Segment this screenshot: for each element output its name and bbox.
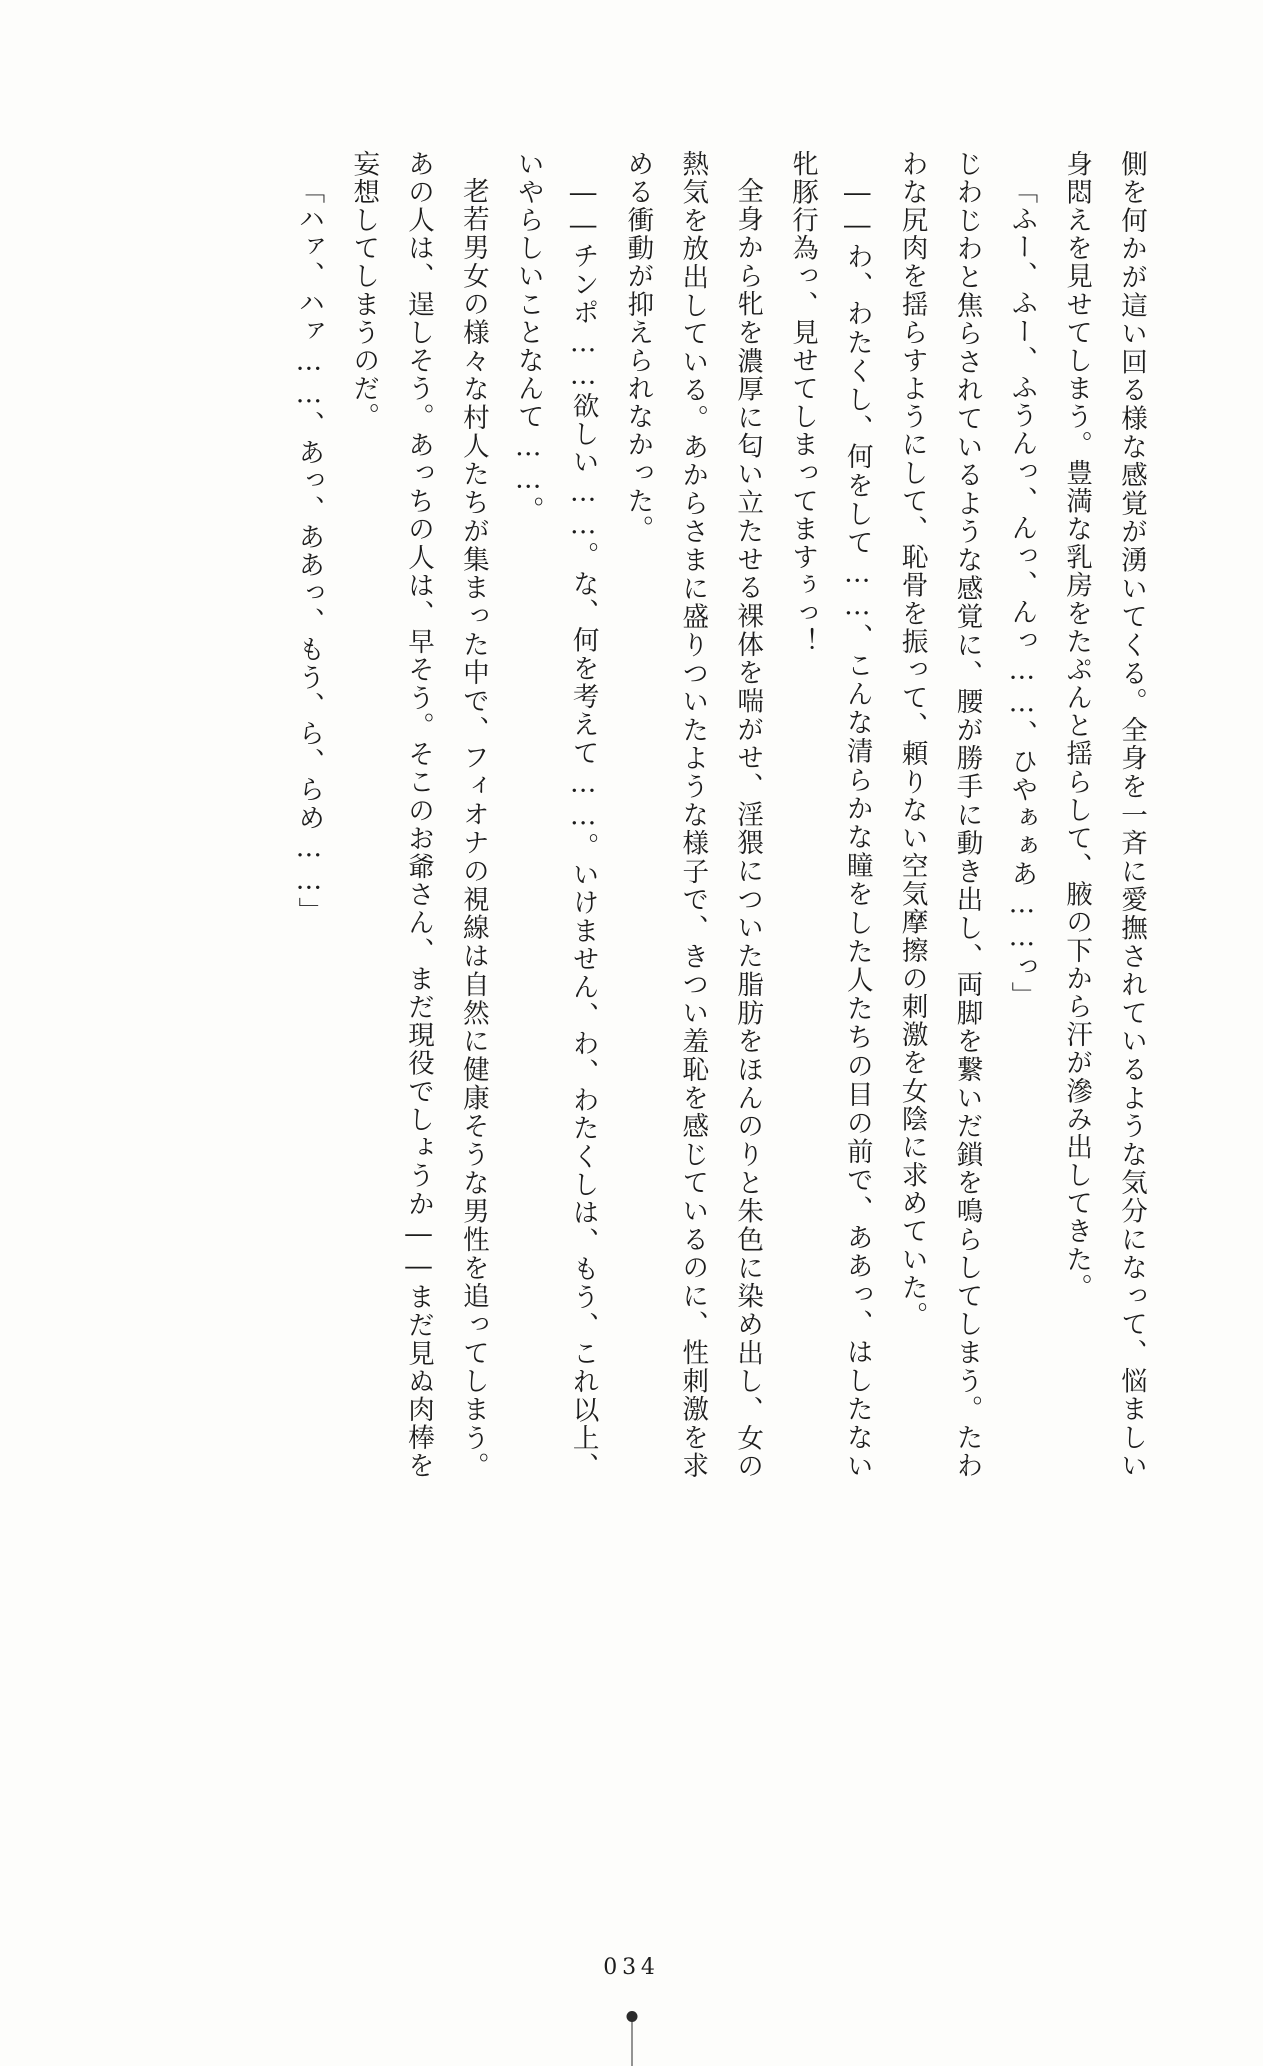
folio-rule-ornament xyxy=(631,2014,632,2066)
paragraph: 老若男女の様々な村人たちが集まった中で、フィオナの視線は自然に健康そうな男性を追ってしまう。あの人は、逞しそう。あっちの人は、早そう。そこのお爺さん、まだ現役でしょうか――まだ見ぬ肉棒を妄想してしまうのだ。 xyxy=(348,150,489,1480)
paragraph: 側を何かが這い回る様な感覚が湧いてくる。全身を一斉に愛撫されているような気分になって、悩ましい身悶えを見せてしまう。豊満な乳房をたぷんと揺らして、腋の下から汗が滲み出してきた。 xyxy=(1061,150,1147,1480)
body-text xyxy=(158,150,1158,1480)
paragraph: ――わ、わたくし、何をして……、こんな清らかな瞳をした人たちの目の前で、ああっ、はしたない牝豚行為っ、見せてしまってますぅっ！ xyxy=(786,150,873,1480)
paragraph: じわじわと焦らされているような感覚に、腰が勝手に動き出し、両脚を繋いだ鎖を鳴らしてしまう。たわわな尻肉を揺らすようにして、恥骨を振って、頼りない空気摩擦の刺激を女陰に求めていた。 xyxy=(896,150,983,1480)
paragraph: 全身から牝を濃厚に匂い立たせる裸体を喘がせ、淫猥についた脂肪をほんのりと朱色に染め出し、女の熱気を放出している。あからさまに盛りついたような様子で、きつい羞恥を感じているのに、性刺激を求める衝動が抑えられなかった。 xyxy=(622,150,764,1480)
page-number: 034 xyxy=(603,1955,660,1980)
paragraph: 「ハァ、ハァ……、あっ、ああっ、もう、ら、らめ……」 xyxy=(293,176,325,925)
paragraph: ――チンポ……欲しい……。な、何を考えて……。いけません、わ、わたくしは、もう、これ以上、いやらしいことなんて……。 xyxy=(512,150,599,1480)
paragraph: 「ふー、ふー、ふうんっ、んっ、んっ……、ひやぁぁあ……っ」 xyxy=(1006,176,1038,1010)
